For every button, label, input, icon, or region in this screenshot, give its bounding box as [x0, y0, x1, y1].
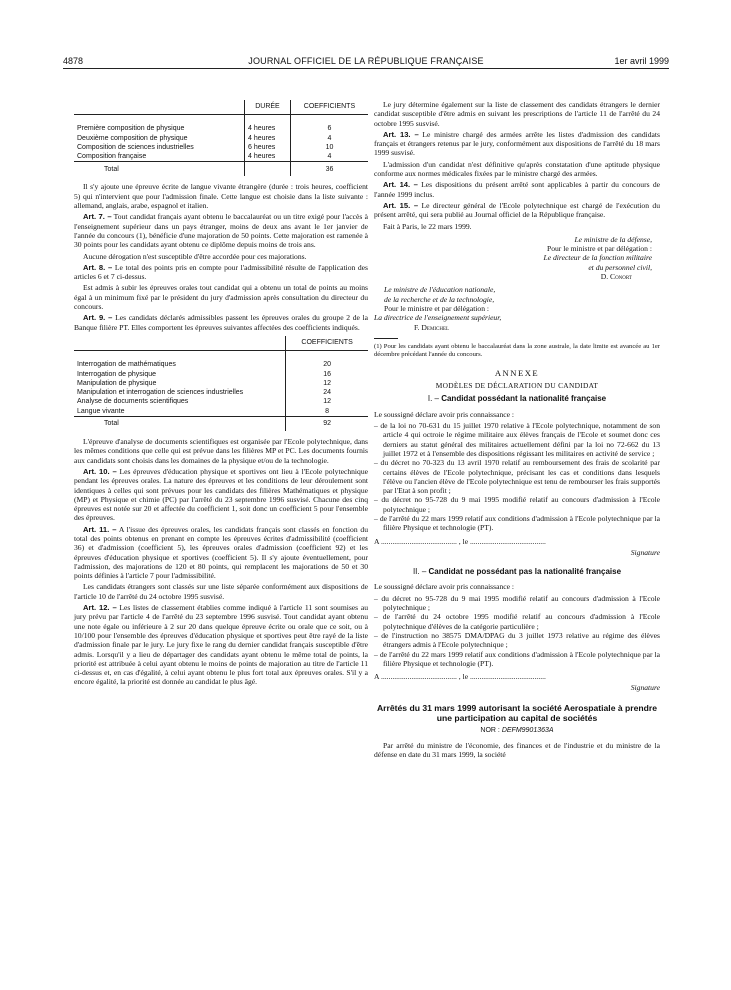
right-column [374, 100, 660, 762]
oral-exams-table [74, 336, 368, 431]
list-item: – de la loi no 70-631 du 15 juillet 1970 relative à l'Ecole polytechnique, notamment de son article 4 qui octroie le régime militaire aux élèves français de l'Ecole et soumet donc ces derniers au statut général des militaires actuellement défini par la loi no 72-662 du 13 juillet 1972 et à l'ensemble des dispositions régissant les militaires en activité de service ; [374, 421, 660, 458]
table-row: Analyse de documents scientifiques 12 [74, 397, 368, 406]
article-8: Art. 8. – Le total des points pris en compte pour l'admissibilité résulte de l'application des articles 6 et 7 ci-dessus. [74, 262, 368, 282]
paragraph: Le jury détermine également sur la liste de classement des candidats étrangers le dernier candidat susceptible d'être admis en suivant les prescriptions de l'article 11 de l'arrêté du 24 octobre 1995 susvisé. [374, 100, 660, 128]
journal-title: JOURNAL OFFICIEL DE LA RÉPUBLIQUE FRANÇAISE [248, 56, 484, 66]
table-row: Langue vivante 8 [74, 407, 368, 417]
paragraph: Le soussigné déclare avoir pris connaissance : [374, 582, 515, 592]
place-date-line: A ........................................ , le ........................................ [374, 672, 546, 682]
annexe-title: ANNEXE [494, 367, 540, 378]
section-2-heading: II. – Candidat ne possédant pas la nationalité française [412, 567, 622, 577]
article-7: Art. 7. – Tout candidat français ayant obtenu le baccalauréat ou un titre exigé pour l'accès à l'enseignement supérieur dans un pays étranger, moins de deux ans avant le 1er janvier de l'année du concours (1), bénéficie d'une majoration de 50 points. Cette majoration est ramenée à 30 points pour les candidats ayant obtenu ce diplôme depuis moins de trois ans. [74, 212, 368, 250]
page-number: 4878 [63, 56, 84, 66]
list-item: – de l'arrêté du 22 mars 1999 relatif aux conditions d'admission à l'Ecole polytechnique par la filière Physique et technologie (PT). [374, 514, 660, 533]
article-12: Art. 12. – Les listes de classement établies comme indiqué à l'article 11 sont soumises au jury prévu par l'article 4 de l'arrêté du 23 septembre 1996 susvisé. Tout candidat ayant obtenu une note égale ou inférieure à 2 sur 20 dans quelque épreuve écrite ou orale que ce soit, ou à 10/100 pour l'ensemble des épreuves d'éducation physique et sportives peut être rayé de la liste d'admission finale par le jury. Le jury fixe le rang du dernier candidat français susceptible d'être admis. Lorsqu'il y a lieu de départager des candidats ayant obtenu le même total de points, la priorité est attribuée à celui ayant obtenu le moins de points de majoration au titre de l'article 11 ci-dessus et, en cas d'égalité, à celui ayant obtenu le plus fort total aux épreuves orales. S'il y a encore égalité, la priorité est donnée au candidat le plus âgé. [74, 603, 368, 687]
paragraph: L'épreuve d'analyse de documents scientifiques est organisée par l'Ecole polytechnique, dans les mêmes conditions que celle qui est prévue dans les filières MP et PC. Les documents fournis aux candidats sont choisis dans les domaines de la physique et/ou de la technologie. [74, 437, 368, 465]
table-total-row: Total 36 [74, 162, 368, 177]
issue-date: 1er avril 1999 [614, 56, 669, 66]
section-2-list [374, 594, 660, 668]
col-coefficients: COEFFICIENTS [290, 100, 368, 115]
article-9: Art. 9. – Les candidats déclarés admissibles passent les épreuves orales du groupe 2 de la Banque filière PT. Elles comportent les épreuves suivantes affectées des coefficients indiqués. [74, 313, 369, 332]
arrete-title: Arrêtés du 31 mars 1999 autorisant la société Aerospatiale à prendre une participation au capital de sociétés [376, 702, 658, 724]
col-coefficients: COEFFICIENTS [286, 336, 368, 351]
list-item: – de l'instruction no 38575 DMA/DPAG du 3 juillet 1973 relative au régime des élèves étrangers admis à l'Ecole polytechnique ; [374, 631, 660, 650]
paragraph: Aucune dérogation n'est susceptible d'être accordée pour ces majorations. [83, 251, 307, 261]
signature-block-education: Le ministre de l'éducation nationale, de la recherche et de la technologie, Pour le ministre et par délégation : La directrice de l'enseignement supérieur, F. Demichel [374, 285, 502, 332]
list-item: – de l'arrêté du 24 octobre 1995 modifié relatif au concours d'admission à l'Ecole polytechnique d'élèves de la catégorie particulière ; [374, 612, 660, 631]
signature-block-defense: Le ministre de la défense, Pour le ministre et par délégation : Le directeur de la fonction militaire et du personnel civil, D. Conort [543, 234, 652, 282]
paragraph: Par arrêté du ministre de l'économie, des finances et de l'industrie et du ministre de la défense en date du 31 mars 1999, la société [374, 741, 660, 760]
col-duree: DURÉE [245, 100, 291, 115]
place-date-line: A ........................................ , le ........................................ [374, 536, 546, 546]
table-total-row: Total 92 [74, 417, 368, 432]
list-item: – de l'arrêté du 22 mars 1999 relatif aux conditions d'admission à l'Ecole polytechnique par la filière Physique et technologie (PT). [374, 650, 660, 669]
section-1-heading: I. – Candidat possédant la nationalité française [427, 394, 607, 404]
paragraph: Le soussigné déclare avoir pris connaissance : [374, 409, 515, 419]
paragraph: Est admis à subir les épreuves orales tout candidat qui a obtenu un total de points au moins égal à un minimum fixé par le président du jury d'admission après consultation du directeur du concours. [74, 283, 368, 312]
list-item: – du décret no 70-323 du 13 avril 1970 relatif au remboursement des frais de scolarité par certains élèves de l'Ecole polytechnique, précisant les cas et conditions dans lesquels l'élève ou l'ancien élève de l'Ecole polytechnique est tenu de rembourser les frais supportés par l'Etat à son profit ; [374, 458, 660, 495]
table-row: Première composition de physique 4 heures 6 [74, 124, 368, 133]
date-line: Fait à Paris, le 22 mars 1999. [383, 221, 472, 231]
table-row: Composition de sciences industrielles 6 heures 10 [74, 143, 368, 152]
section-1-list [374, 421, 660, 533]
written-exams-table [74, 100, 368, 176]
table-row: Manipulation et interrogation de sciences industrielles 24 [74, 388, 368, 397]
table-row: Deuxième composition de physique 4 heures 4 [74, 134, 368, 143]
paragraph: Il s'y ajoute une épreuve écrite de langue vivante étrangère (durée : trois heures, coefficient 5) qui n'intervient que pour l'admission finale. Cette langue est choisie dans la liste suivante : allemand, anglais, arabe, espagnol et italien. [74, 182, 368, 211]
table-row: Manipulation de physique 12 [74, 379, 368, 388]
footnote: (1) Pour les candidats ayant obtenu le baccalauréat dans la zone australe, la date limite est avancée au 1er décembre précédant l'année du concours. [374, 342, 660, 358]
nor-reference: NOR : DEFM9901363A [480, 726, 554, 734]
paragraph: Les candidats étrangers sont classés sur une liste séparée conformément aux dispositions de l'article 10 de l'arrêté du 24 octobre 1995 susvisé. [74, 582, 368, 601]
list-item: – du décret no 95-728 du 9 mai 1995 modifié relatif au concours d'admission à l'Ecole polytechnique ; [374, 495, 660, 514]
article-15: Art. 15. – Le directeur général de l'Ecole polytechnique est chargé de l'exécution du présent arrêté, qui sera publié au Journal officiel de la République française. [374, 200, 661, 220]
footnote-rule [374, 338, 398, 339]
table-row: Interrogation de physique 16 [74, 370, 368, 379]
article-11: Art. 11. – A l'issue des épreuves orales, les candidats français sont classés en fonction du total des points obtenus en prenant en compte les épreuves écrites d'admissibilité (coefficient 36) et d'admission (coefficient 5), les épreuves orales d'admission (coefficient 92) et les épreuves d'éducation physique et sportives (coefficient 5). Il s'y ajoute éventuellement, pour l'admission, des majorations de 120 et 80 points, qui remplacent les majorations de 50 et 30 points définies à l'article 7 pour l'admissibilité. [74, 524, 369, 581]
article-13: Art. 13. – Le ministre chargé des armées arrête les listes d'admission des candidats français et étrangers retenus par le jury, conformément aux dispositions de l'arrêté du 18 mars 1999 susvisé. [374, 129, 660, 158]
table-row: Composition française 4 heures 4 [74, 152, 368, 162]
article-10: Art. 10. – Les épreuves d'éducation physique et sportives ont lieu à l'Ecole polytechnique pendant les épreuves orales. La nature des épreuves et les conditions de leur déroulement sont identiques à celles qui sont prévues pour les candidats des filières Mathématiques et physique (MP) et Physique et chimie (PC) par l'arrêté du 23 septembre 1996 susvisé. Chacune des cinq épreuves est notée sur 20 et affectée du coefficient 1, soit donc un coefficient 5 pour l'ensemble des épreuves. [74, 466, 368, 523]
annexe-subtitle: MODÈLES DE DÉCLARATION DU CANDIDAT [435, 381, 599, 391]
table-row: Interrogation de mathématiques 20 [74, 360, 368, 369]
header-rule [63, 68, 669, 69]
signature-label: Signature [630, 683, 660, 693]
paragraph: L'admission d'un candidat n'est définitive qu'après constatation d'une aptitude physique conforme aux normes médicales fixées par le ministre chargé des armées. [374, 159, 660, 179]
article-14: Art. 14. – Les dispositions du présent arrêté sont applicables à partir du concours de l'année 1999 inclus. [374, 180, 661, 199]
list-item: – du décret no 95-728 du 9 mai 1995 modifié relatif au concours d'admission à l'Ecole polytechnique ; [374, 594, 660, 613]
left-column [74, 100, 368, 689]
signature-label: Signature [630, 547, 660, 557]
